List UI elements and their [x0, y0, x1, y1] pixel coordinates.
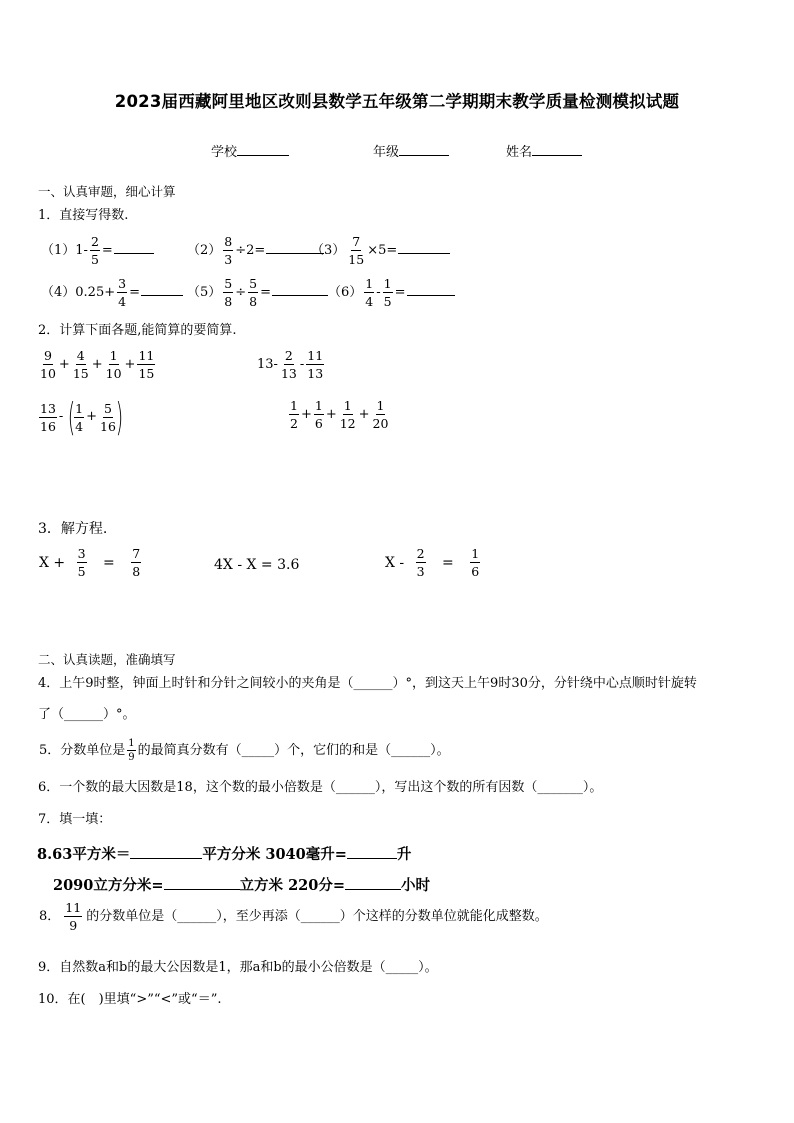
q1-6-eq: = — [394, 284, 406, 300]
q1-4-answer[interactable] — [141, 283, 183, 296]
q1-5-answer[interactable] — [272, 283, 328, 296]
q1-6-answer[interactable] — [407, 283, 455, 296]
q1-item-2 — [186, 234, 324, 267]
q7-blank-3[interactable] — [164, 877, 240, 890]
q1-2-label: （2） — [187, 242, 222, 258]
q1-6-frac-a: $\frac{1}{4}$ — [365, 276, 374, 309]
q3-eq-3: X - $\frac{2}{3}$ = $\frac{1}{6}$ — [385, 546, 480, 579]
q7-blank-4[interactable] — [345, 877, 401, 890]
q5-frac: $\frac{1}{9}$ — [128, 738, 135, 763]
q4-line1: 4．上午9时整，钟面上时针和分针之间较小的夹角是（______）°，到这天上午9时30分，分针绕中心点顺时针旋转 — [38, 676, 697, 691]
q3-eq-1: X + $\frac{3}{5}$ = $\frac{7}{8}$ — [39, 546, 141, 579]
q1-1-frac: $\frac{2}{5}$ — [90, 234, 99, 267]
q2-expr-2: 13- $\frac{2}{13}$ - $\frac{11}{13}$ — [257, 348, 324, 381]
q2-title: 2．计算下面各题,能简算的要简算. — [38, 323, 237, 338]
page-title: 2023届西藏阿里地区改则县数学五年级第二学期期末教学质量检测模拟试题 — [114, 92, 680, 111]
q1-6-frac-b: $\frac{1}{5}$ — [383, 276, 392, 309]
school-field[interactable] — [211, 141, 289, 160]
q7-blank-1[interactable] — [130, 846, 202, 859]
q1-6-op: - — [376, 284, 381, 300]
q1-3-answer[interactable] — [398, 241, 450, 254]
school-blank[interactable] — [237, 143, 289, 156]
q1-item-5 — [186, 276, 328, 309]
q1-3-op: ×5= — [367, 242, 398, 258]
q7-row-1: 8.63平方米＝ 平方分米 3040毫升= 升 — [37, 846, 412, 863]
q8-frac: $\frac{11}{9}$ — [65, 900, 82, 933]
grade-label: 年级 — [373, 145, 400, 160]
q1-item-3 — [310, 234, 450, 267]
q4-line2: 了（______）°。 — [38, 707, 136, 722]
q10: 10．在( )里填“>”“<”或“＝”. — [38, 992, 222, 1007]
q1-1-label: （1）1- — [41, 242, 88, 258]
q2-expr-1: $\frac{9}{10}$ + $\frac{4}{15}$ + $\frac{1}{10}$ + $\frac{11}{15}$ — [40, 348, 155, 381]
q7-row-2: 2090立方分米= 立方米 220分= 小时 — [53, 877, 430, 894]
q1-5-frac-b: $\frac{5}{8}$ — [249, 276, 258, 309]
q5: 5．分数单位是 $\frac{1}{9}$ 的最简真分数有（_____）个，它们的和是（______）。 — [39, 738, 450, 763]
q1-item-6 — [327, 276, 455, 309]
q1-5-frac-a: $\frac{5}{8}$ — [224, 276, 233, 309]
q1-title: 1．直接写得数. — [38, 208, 129, 223]
q7-title: 7．填一填： — [38, 812, 112, 827]
name-blank[interactable] — [532, 143, 582, 156]
q2-expr-3: $\frac{13}{16}$ - ( $\frac{1}{4}$ + $\frac{5}{16}$ ) — [40, 395, 124, 439]
q1-1-answer[interactable] — [114, 241, 154, 254]
q1-item-1 — [40, 234, 154, 267]
q1-2-frac: $\frac{8}{3}$ — [224, 234, 233, 267]
q1-5-eq: = — [260, 284, 271, 300]
q1-1-eq: = — [101, 242, 113, 258]
q8: 8． $\frac{11}{9}$ 的分数单位是（______），至少再添（______）个这样的分数单位就能化成整数。 — [39, 900, 548, 933]
q1-3-label: （3） — [311, 242, 346, 258]
q6: 6．一个数的最大因数是18，这个数的最小倍数是（______），写出这个数的所有因数（_______）。 — [38, 780, 603, 795]
q1-6-label: （6） — [328, 284, 363, 300]
q1-4-label: （4）0.25+ — [41, 284, 116, 300]
q1-5-label: （5） — [187, 284, 222, 300]
q2-expr-4: $\frac{1}{2}$ + $\frac{1}{6}$ + $\frac{1}{12}$ + $\frac{1}{20}$ — [290, 398, 389, 431]
section2-heading: 二、认真读题，准确填写 — [38, 652, 176, 667]
q7-blank-2[interactable] — [347, 846, 397, 859]
school-label: 学校 — [211, 145, 238, 160]
name-label: 姓名 — [506, 145, 533, 160]
q3-title: 3．解方程. — [38, 521, 108, 537]
q1-item-4 — [40, 276, 183, 309]
name-field[interactable] — [506, 141, 582, 160]
q9: 9．自然数a和b的最大公因数是1，那a和b的最小公倍数是（_____）。 — [38, 960, 438, 975]
q1-4-frac: $\frac{3}{4}$ — [118, 276, 127, 309]
grade-field[interactable] — [373, 141, 449, 160]
q1-2-op: ÷2= — [235, 242, 266, 258]
q1-3-frac: $\frac{7}{15}$ — [348, 234, 365, 267]
q1-5-op: ÷ — [235, 284, 247, 300]
q3-eq-2: 4X - X = 3.6 — [214, 557, 300, 573]
q1-4-eq: = — [129, 284, 140, 300]
section1-heading: 一、认真审题，细心计算 — [38, 184, 176, 199]
grade-blank[interactable] — [399, 143, 449, 156]
